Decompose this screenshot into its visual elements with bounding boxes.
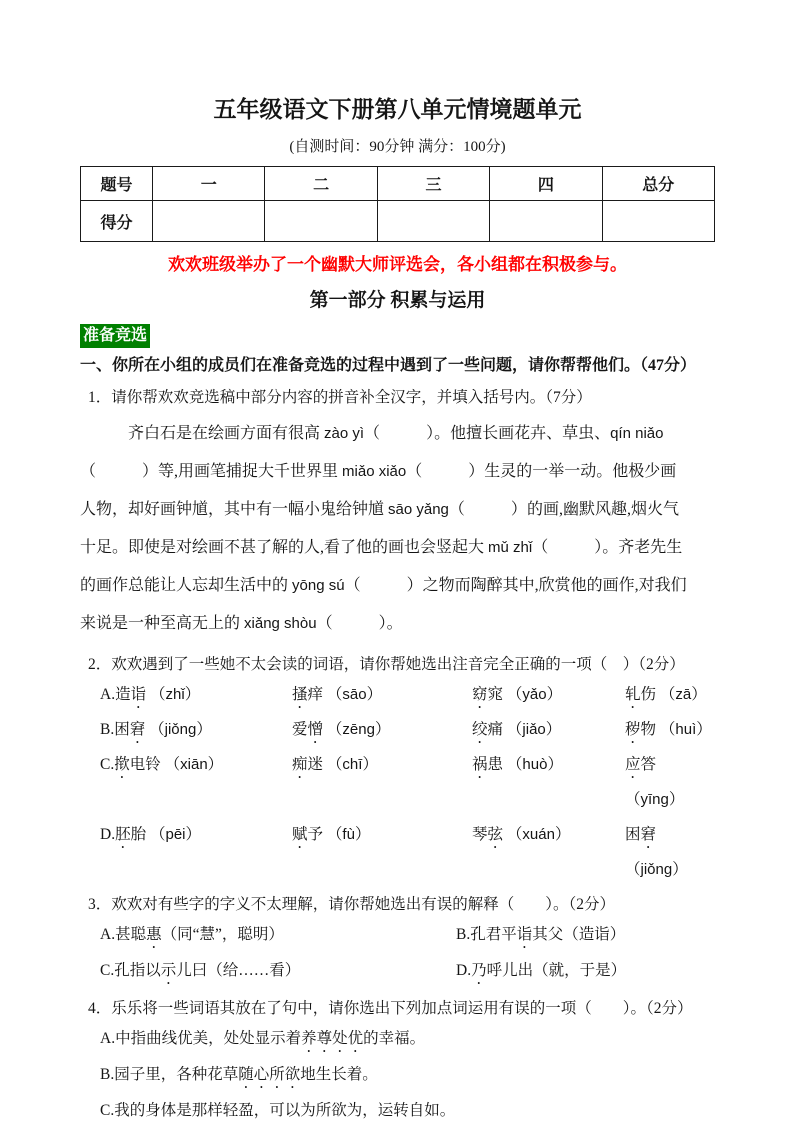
q2-word-item: [472, 712, 625, 747]
chinese-text: 呼儿出（就，于是）: [486, 962, 627, 979]
passage-line: [80, 605, 715, 643]
blank-open-paren: （: [316, 615, 333, 632]
blank-close-paren: ）: [426, 425, 435, 442]
answer-blank: [333, 627, 379, 628]
chinese-text: 等,用画笔捕捉大千世界里: [158, 463, 343, 480]
chinese-text: 齐白石是在绘画方面有很高: [128, 425, 325, 442]
question-3-stem: 3．欢欢对有些字的字义不太理解，请你帮她选出有误的解释（ ）。（2分）: [88, 896, 616, 913]
pinyin-text: fù: [342, 826, 355, 843]
option-label: B.: [100, 721, 115, 738]
q2-word-item: [625, 712, 715, 747]
blank-close-paren: ）: [510, 501, 527, 518]
chinese-text: 我的身体是那样轻盈，可以: [114, 1102, 301, 1119]
pinyin-open-paren: （: [503, 826, 523, 843]
answer-blank: [422, 475, 468, 476]
pinyin-close-paren: ）: [672, 861, 688, 878]
question-4-options: [80, 1021, 715, 1122]
score-label-cell: 得分: [81, 201, 153, 242]
pinyin-close-paren: ）: [366, 686, 383, 703]
dotted-character: 揿: [114, 756, 130, 773]
q2-word-item: [472, 747, 625, 817]
pinyin-text: xuán: [522, 826, 555, 843]
pinyin-close-paren: ）: [362, 756, 378, 773]
pinyin-close-paren: ）: [185, 826, 202, 843]
blank-open-paren: （: [80, 463, 97, 480]
chinese-text: 孔君平: [470, 926, 517, 943]
pinyin-text: zhǐ: [165, 686, 185, 703]
chinese-text: 。他擅长画花卉、草虫、: [434, 425, 611, 442]
blank-open-paren: （: [448, 501, 465, 518]
passage-line: [80, 415, 715, 453]
chinese-text: 孔指以: [114, 962, 161, 979]
exam-subtitle: (自测时间：90分钟 满分：100分): [289, 139, 506, 155]
pinyin-close-paren: ）: [691, 686, 707, 703]
chinese-text: （同“慧”，聪明）: [161, 926, 284, 943]
dotted-character: 轧: [625, 686, 641, 703]
chinese-text: 的幸福。: [363, 1030, 426, 1047]
passage-line: [80, 529, 715, 567]
score-value-cell: [602, 201, 714, 242]
pinyin-close-paren: ）: [207, 756, 224, 773]
dotted-character: 窈: [472, 686, 488, 703]
pinyin-text: sāo yǎng: [388, 501, 449, 518]
pinyin-open-paren: （: [625, 861, 641, 878]
q2-word-item: [100, 817, 292, 887]
blank-open-paren: （: [532, 539, 549, 556]
pinyin-text: sāo: [342, 686, 367, 703]
chinese-text: 电铃: [129, 756, 161, 773]
q2-option-row: [80, 712, 715, 747]
q3-option: [100, 917, 456, 953]
answer-blank: [548, 551, 594, 552]
chinese-text: 痛: [487, 721, 504, 738]
pinyin-text: zā: [675, 686, 692, 703]
pinyin-open-paren: （: [625, 791, 641, 808]
question-3-options: [80, 917, 715, 989]
dotted-character: 应: [625, 756, 641, 773]
q2-word-item: [625, 747, 715, 817]
q3-option: [456, 953, 715, 989]
pinyin-text: miǎo xiǎo: [342, 463, 407, 480]
pinyin-close-paren: ）: [374, 721, 391, 738]
blank-close-paren: ）: [468, 463, 485, 480]
answer-blank: [465, 513, 511, 514]
chinese-text: 胎: [130, 826, 147, 843]
q2-word-item: [472, 817, 625, 887]
pinyin-close-paren: ）: [547, 756, 563, 773]
question-1-passage: [80, 415, 715, 643]
chinese-text: 窕: [487, 686, 504, 703]
dotted-character: 痴: [292, 756, 308, 773]
dotted-character: 赋: [292, 826, 308, 843]
q3-option: [456, 917, 715, 953]
pinyin-close-paren: ）: [184, 686, 201, 703]
blank-close-paren: ）: [406, 577, 423, 594]
score-value-cell: [265, 201, 377, 242]
option-label: A.: [100, 926, 116, 943]
question-1-stem: 1．请你帮欢欢竞选稿中部分内容的拼音补全汉字，并填入括号内。（7分）: [88, 389, 592, 406]
chinese-text: 患: [487, 756, 504, 773]
pinyin-open-paren: （: [146, 686, 166, 703]
dotted-character: 秽: [625, 721, 641, 738]
chinese-text: 造: [115, 686, 131, 703]
score-value-cell: [153, 201, 265, 242]
pinyin-open-paren: （: [503, 686, 523, 703]
pinyin-text: jiǒng: [164, 721, 197, 738]
blank-open-paren: （: [344, 577, 361, 594]
dotted-character: 诣: [130, 686, 147, 703]
q2-word-item: [100, 677, 292, 712]
pinyin-text: mǔ zhǐ: [488, 539, 533, 556]
pinyin-text: huò: [522, 756, 548, 773]
pinyin-open-paren: （: [145, 721, 165, 738]
q2-word-item: [292, 712, 472, 747]
pinyin-close-paren: ）: [668, 791, 685, 808]
pinyin-open-paren: （: [656, 721, 676, 738]
chinese-text: ，运转自如。: [362, 1102, 456, 1119]
chinese-text: 。齐老先生: [602, 539, 683, 556]
pinyin-text: zào yì: [324, 425, 365, 442]
pinyin-close-paren: ）: [196, 721, 212, 738]
score-value-cell: [490, 201, 602, 242]
chinese-text: 人物，却好画钟馗，其中有一幅小鬼给钟馗: [80, 501, 389, 518]
chinese-text: 之物而陶醉其中,欣赏他的画作,对我们: [422, 577, 687, 594]
pinyin-open-paren: （: [323, 826, 343, 843]
chinese-text: 伤: [640, 686, 657, 703]
chinese-text: 答: [640, 756, 657, 773]
scenario-notice: 欢欢班级举办了一个幽默大师评选会，各小组都在积极参与。: [168, 255, 627, 274]
score-value-cell: [377, 201, 489, 242]
question-4: [80, 997, 715, 1122]
question-3: [80, 893, 715, 989]
pinyin-open-paren: （: [503, 721, 523, 738]
passage-line: [80, 453, 715, 491]
pinyin-text: chī: [342, 756, 363, 773]
pinyin-open-paren: （: [323, 721, 343, 738]
q4-option: [80, 1093, 715, 1122]
chinese-text: 痒: [307, 686, 324, 703]
score-table-header-cell: 总分: [602, 167, 714, 201]
chinese-text: 困: [625, 826, 641, 843]
question-2-stem: 2．欢欢遇到了一些她不太会读的词语，请你帮她选出注音完全正确的一项（ ）（2分）: [88, 656, 685, 673]
chinese-text: 甚聪: [115, 926, 147, 943]
chinese-text: 爱: [292, 721, 308, 738]
question-2: [80, 653, 715, 887]
passage-line: [80, 491, 715, 529]
chinese-text: 迷: [307, 756, 324, 773]
q4-option: [80, 1021, 715, 1057]
chinese-text: 生灵的一举一动。他极少画: [484, 463, 677, 480]
blank-open-paren: （: [406, 463, 423, 480]
chinese-text: 园子里，各种花草: [114, 1066, 239, 1083]
pinyin-close-paren: ）: [696, 721, 712, 738]
option-label: D.: [100, 826, 116, 843]
pinyin-open-paren: （: [160, 756, 181, 773]
pinyin-close-paren: ）: [554, 826, 571, 843]
chinese-text: 。: [386, 615, 403, 632]
option-label: A.: [100, 686, 116, 703]
score-table-header-cell: 一: [153, 167, 265, 201]
chinese-text: 予: [307, 826, 324, 843]
pinyin-text: pēi: [165, 826, 186, 843]
dotted-phrase: 随心所欲: [238, 1066, 301, 1083]
dotted-character: 窘: [129, 721, 146, 738]
answer-blank: [361, 589, 407, 590]
q2-word-item: [100, 712, 292, 747]
q2-word-item: [625, 677, 715, 712]
q4-option: [80, 1057, 715, 1093]
chinese-text: 地生长着。: [300, 1066, 378, 1083]
q2-word-item: [292, 677, 472, 712]
dotted-character: 绞: [472, 721, 488, 738]
chinese-text: 其父（造诣）: [532, 926, 626, 943]
question-2-options: [80, 677, 715, 887]
question-1: [80, 387, 715, 643]
dotted-phrase: 为所欲为: [300, 1102, 363, 1119]
score-table-header-cell: 题号: [81, 167, 153, 201]
pinyin-text: huì: [675, 721, 697, 738]
option-label: C.: [100, 756, 115, 773]
section1-intro: 一、你所在小组的成员们在准备竞选的过程中遇到了一些问题，请你帮帮他们。（47分）: [80, 357, 697, 374]
option-label: A.: [100, 1030, 116, 1047]
part1-heading: 第一部分 积累与运用: [309, 290, 486, 311]
pinyin-open-paren: （: [146, 826, 166, 843]
chinese-text: 的画,幽默风趣,烟火气: [526, 501, 679, 518]
pinyin-open-paren: （: [323, 686, 343, 703]
option-label: B.: [456, 926, 471, 943]
pinyin-close-paren: ）: [545, 721, 562, 738]
dotted-character: 搔: [292, 686, 308, 703]
pinyin-open-paren: （: [503, 756, 523, 773]
dotted-phrase: 养尊处优: [301, 1030, 364, 1047]
dotted-character: 惠: [146, 926, 162, 943]
chinese-text: 来说是一种至高无上的: [80, 615, 245, 632]
blank-close-paren: ）: [594, 539, 603, 556]
chinese-text: 的画作总能让人忘却生活中的: [80, 577, 293, 594]
dotted-character: 憎: [307, 721, 324, 738]
q2-word-item: [472, 677, 625, 712]
q2-option-row: [80, 747, 715, 817]
question-4-stem: 4．乐乐将一些词语其放在了句中，请你选出下列加点词运用有误的一项（ ）。（2分）: [88, 1000, 693, 1017]
option-label: C.: [100, 1102, 115, 1119]
pinyin-text: yōng sú: [292, 577, 345, 594]
blank-close-paren: ）: [142, 463, 159, 480]
pinyin-open-paren: （: [656, 686, 676, 703]
option-label: D.: [456, 962, 472, 979]
answer-blank: [380, 437, 426, 438]
score-table-header-row: [81, 167, 715, 201]
pinyin-text: yǎo: [522, 686, 547, 703]
chinese-text: 中指曲线优美，处处显示着: [115, 1030, 302, 1047]
pinyin-text: qín niǎo: [610, 425, 664, 442]
dotted-character: 乃: [471, 962, 487, 979]
answer-blank: [96, 475, 142, 476]
dotted-character: 示: [160, 962, 177, 979]
pinyin-close-paren: ）: [354, 826, 371, 843]
q2-word-item: [292, 747, 472, 817]
blank-open-paren: （: [364, 425, 381, 442]
q2-word-item: [625, 817, 715, 887]
option-label: C.: [100, 962, 115, 979]
q2-option-row: [80, 677, 715, 712]
option-label: B.: [100, 1066, 115, 1083]
dotted-character: 胚: [115, 826, 131, 843]
scene-tag: 准备竞选: [80, 324, 150, 348]
chinese-text: 困: [114, 721, 130, 738]
pinyin-text: yīng: [640, 791, 669, 808]
q2-word-item: [292, 817, 472, 887]
page-title: 五年级语文下册第八单元情境题单元: [213, 97, 582, 122]
chinese-text: 儿曰（给……看）: [176, 962, 301, 979]
dotted-character: 诣: [516, 926, 533, 943]
pinyin-close-paren: ）: [546, 686, 563, 703]
chinese-text: 琴: [472, 826, 488, 843]
score-table-header-cell: 四: [490, 167, 602, 201]
blank-close-paren: ）: [378, 615, 387, 632]
passage-line: [80, 567, 715, 605]
dotted-character: 窘: [640, 826, 657, 843]
dotted-character: 弦: [487, 826, 504, 843]
score-table-header-cell: 二: [265, 167, 377, 201]
dotted-character: 祸: [472, 756, 488, 773]
pinyin-open-paren: （: [323, 756, 343, 773]
q2-word-item: [100, 747, 292, 817]
pinyin-text: xiān: [180, 756, 208, 773]
q3-option: [100, 953, 456, 989]
q2-option-row: [80, 817, 715, 887]
pinyin-text: jiǎo: [522, 721, 546, 738]
chinese-text: 物: [640, 721, 657, 738]
chinese-text: 十足。即使是对绘画不甚了解的人,看了他的画也会竖起大: [80, 539, 489, 556]
pinyin-text: jiǒng: [640, 861, 673, 878]
scene-tag-row: [80, 324, 715, 348]
score-table: [80, 166, 715, 242]
score-table-header-cell: 三: [377, 167, 489, 201]
pinyin-text: zēng: [342, 721, 375, 738]
pinyin-text: xiǎng shòu: [244, 615, 317, 632]
score-table-value-row: [81, 201, 715, 242]
